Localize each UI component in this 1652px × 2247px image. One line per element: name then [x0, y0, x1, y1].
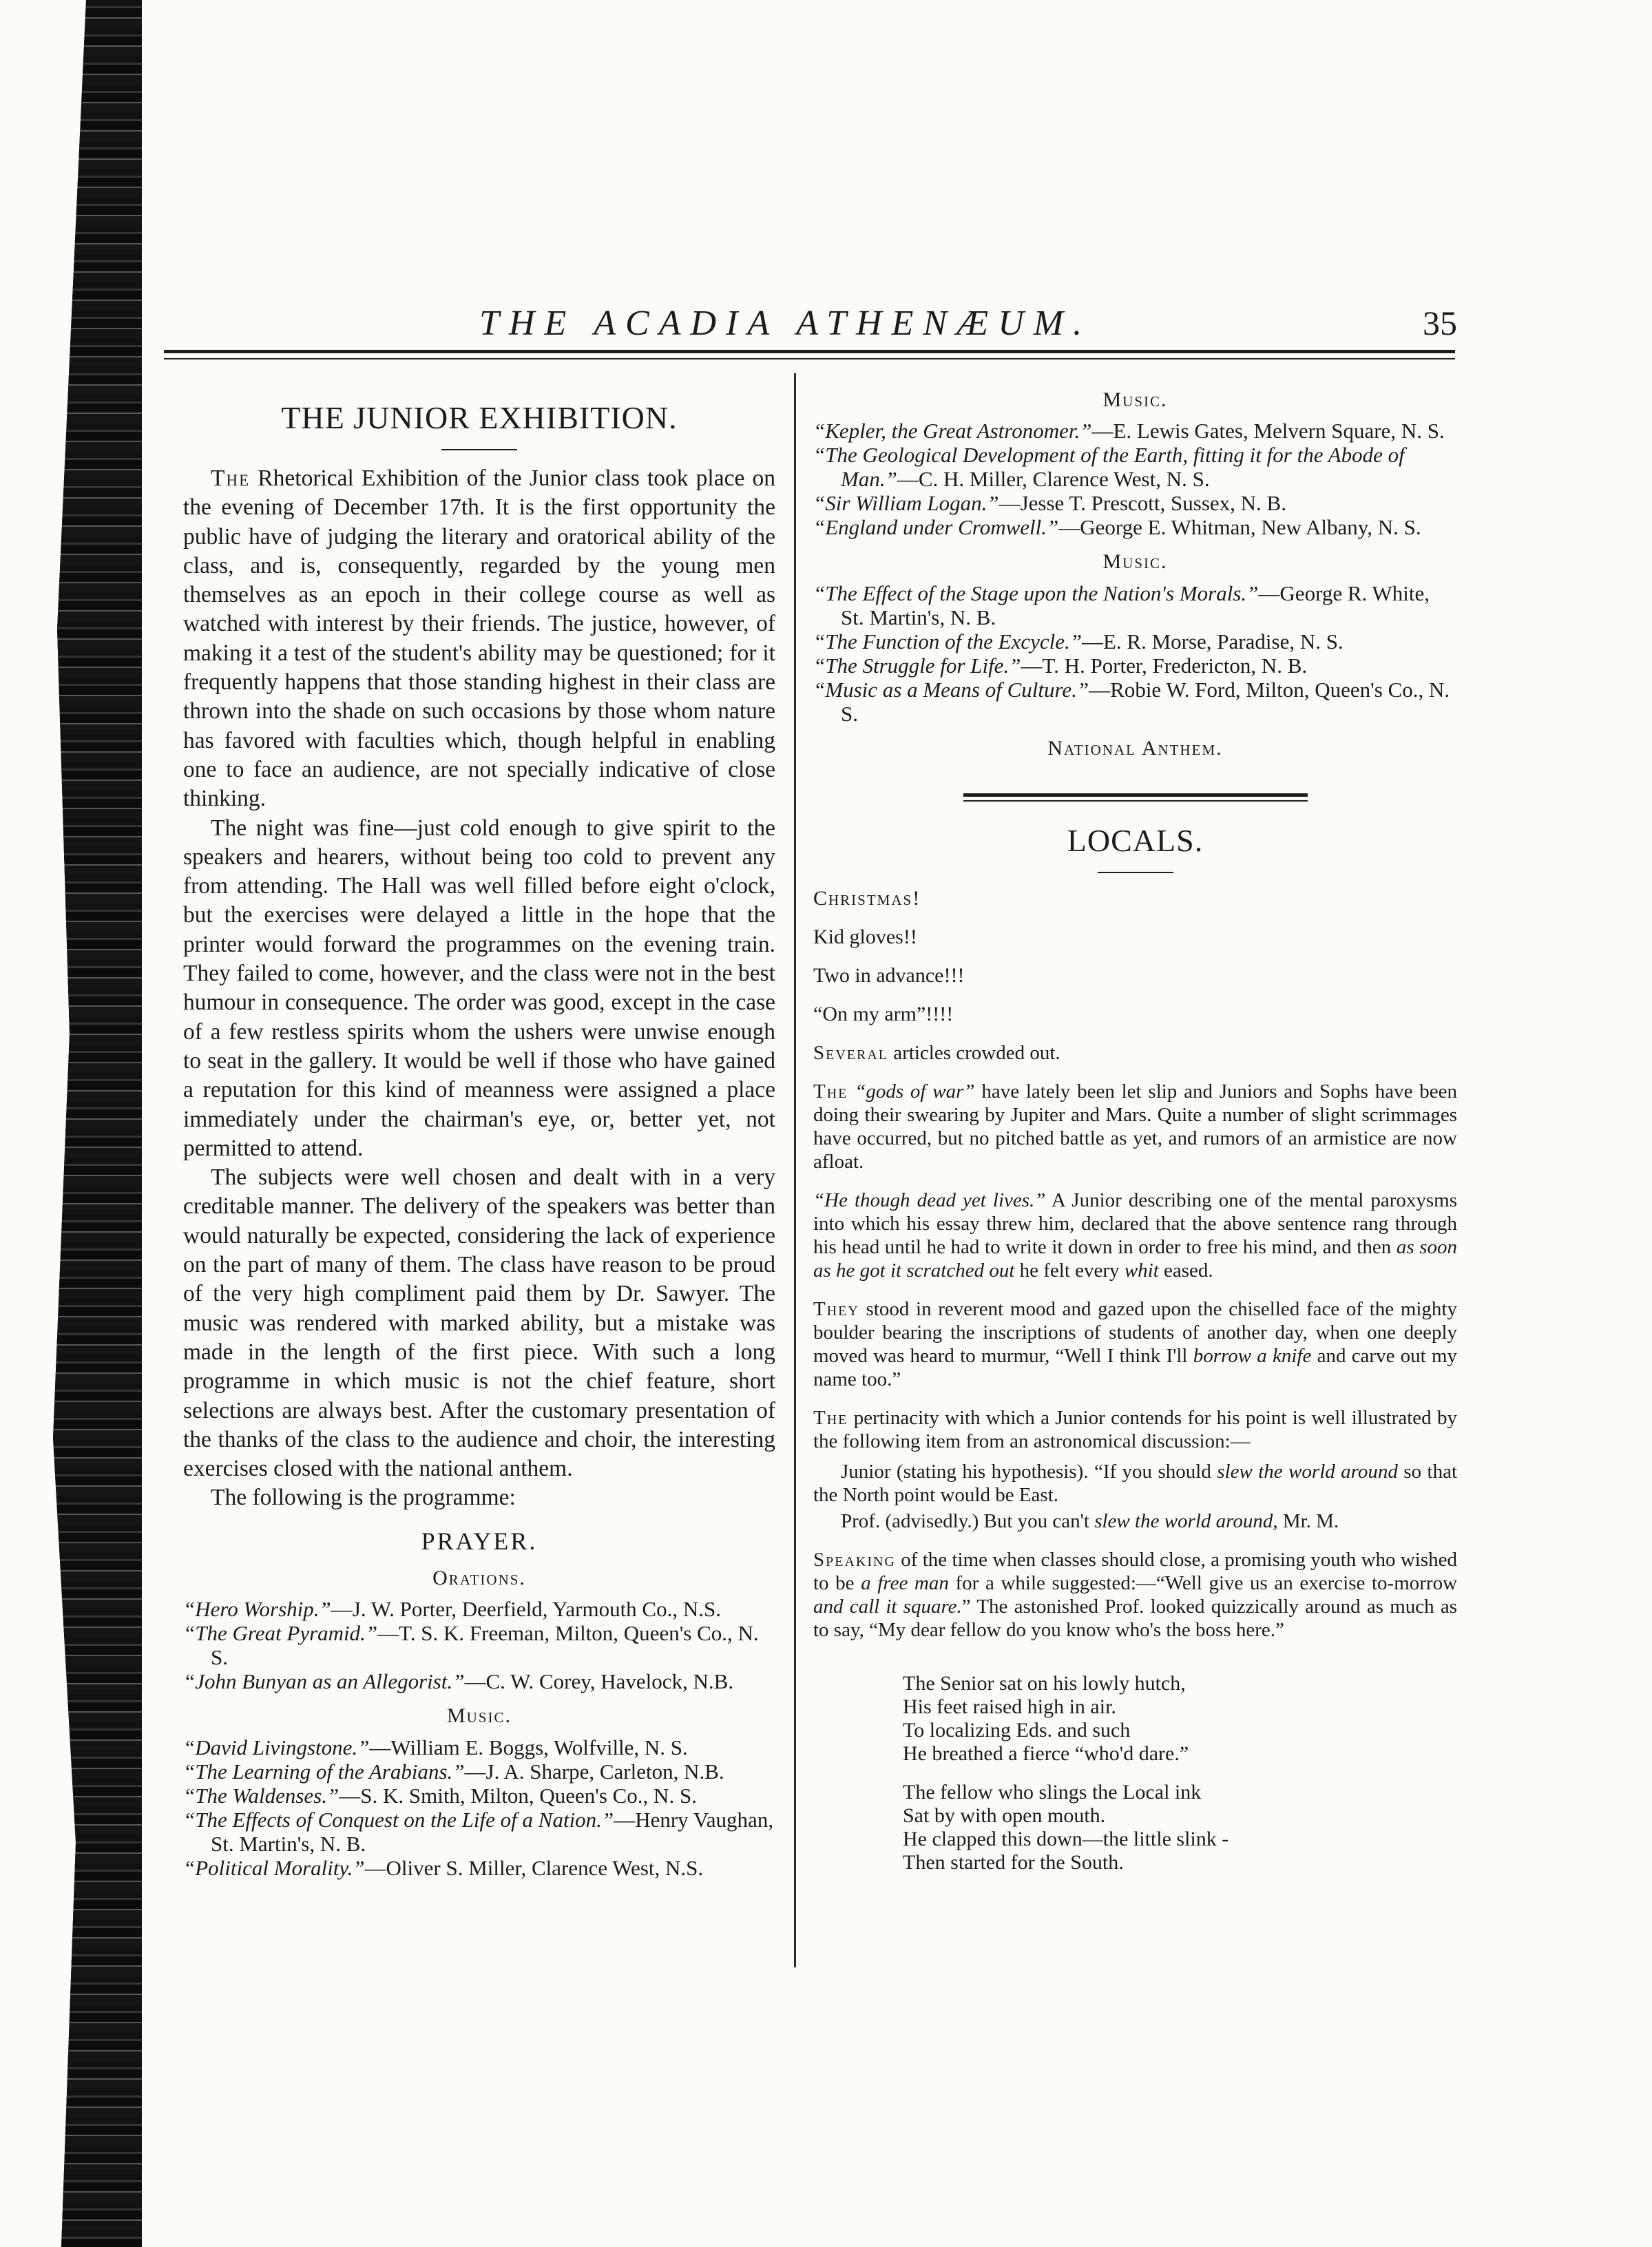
local-item: “On my arm”!!!!: [813, 1002, 954, 1025]
dialog-text: so that the North point would be East.: [813, 1460, 1458, 1506]
item-lead: The: [813, 1406, 848, 1429]
paragraph-3: The subjects were well chosen and dealt with in a very creditable manner. The delivery of the speakers was better than would naturally be expected, considering the lack of experience on the part of many of them. The class have reason to be proud of the very high compliment paid them by Dr. Sawyer. The music was rendered with marked ability, but a mistake was made in the length of the first piece. With such a long programme in which music is not the chief feature, short selections are always best. After the customary presentation of the thanks of the class to the audience and choir, the interesting exercises closed with the national anthem.: [183, 1164, 775, 1482]
heading-rule: [441, 449, 517, 450]
item-text: stood in reverent mood and gazed upon the chiselled face of the mighty boulder bearing the inscriptions of students of another day, when one deeply moved was heard to murmur, “Well I think I'll: [813, 1297, 1457, 1367]
dialog-line-junior: [813, 1460, 1457, 1507]
poem-line: To localizing Eds. and such: [903, 1718, 1131, 1742]
dialog-text: Mr. M.: [1282, 1509, 1339, 1532]
poem-line: He breathed a fierce “who'd dare.”: [903, 1742, 1189, 1765]
program-item: [813, 443, 1457, 491]
item-text: have lately been let slip and Juniors and Sophs have been doing their swearing by Jupiter and Mars. Quite a number of slight scrimmages have occurred, but no pitched battle as yet, and rumors of an armistice are now afloat.: [813, 1080, 1458, 1173]
item-text: A Junior describing one of the mental paroxysms into which his essay threw him, declared that the above sentence rang through his head until he had to write it down in order to free his mind, and then: [813, 1189, 1457, 1258]
poem-line: His feet raised high in air.: [903, 1695, 1116, 1718]
oration-speaker: —Jesse T. Prescott, Sussex, N. B.: [998, 491, 1286, 516]
national-anthem: National Anthem.: [1047, 736, 1223, 760]
paragraph-lead: The: [211, 466, 251, 491]
oration-title: “The Effects of Conquest on the Life of a Nation.”: [183, 1807, 614, 1832]
item-text: and carve out my name too.”: [813, 1344, 1458, 1390]
journal-title: THE ACADIA ATHENÆUM.: [479, 304, 1092, 343]
oration-speaker: —J. A. Sharpe, Carleton, N.B.: [464, 1759, 724, 1784]
program-item: [183, 1669, 775, 1693]
section-rule-thin: [963, 800, 1308, 802]
oration-speaker: —S. K. Smith, Milton, Queen's Co., N. S.: [339, 1783, 697, 1808]
poem-line: Then started for the South.: [903, 1850, 1124, 1874]
paragraph-text: Rhetorical Exhibition of the Junior class took place on the evening of December 17th. It is the first opportunity the public have of judging the literary and oratorical ability of the class, and is, consequently, regarded by the young men themselves as an epoch in their college course as well as watched with interest by their friends. The justice, however, of making it a test of the student's ability may be questioned; for it frequently happens that those standing highest in their class are thrown into the shade on such occasions by those whom nature has favored with faculties which, though helpful in enabling one to face an audience, are not specially indicative of close thinking.: [183, 466, 775, 812]
local-item: Christmas!: [813, 886, 921, 910]
oration-speaker: —T. S. K. Freeman, Milton, Queen's Co., N. S.: [211, 1621, 759, 1670]
oration-speaker: —E. Lewis Gates, Melvern Square, N. S.: [1091, 419, 1445, 443]
article-heading-junior-exhibition: THE JUNIOR EXHIBITION.: [281, 400, 678, 435]
heading-rule: [1098, 872, 1173, 873]
program-item: [813, 581, 1457, 629]
program-item: [813, 515, 1457, 539]
item-text: ” The astonished Prof. looked quizzically around as much as to say, “My dear fellow do you know who's the boss here.”: [813, 1595, 1457, 1641]
oration-title: “The Effect of the Stage upon the Nation's Morals.”: [813, 581, 1259, 605]
music-heading: Music.: [1102, 388, 1168, 411]
oration-title: “Music as a Means of Culture.”: [813, 677, 1089, 702]
item-emphasis: a free man: [861, 1571, 949, 1594]
right-column: [813, 386, 1457, 1890]
item-text: articles crowded out.: [893, 1041, 1060, 1064]
program-item: [183, 1808, 775, 1856]
item-lead: Speaking: [813, 1548, 896, 1571]
dialog-emphasis: slew the world around: [1217, 1460, 1398, 1483]
oration-speaker: —C. W. Corey, Havelock, N.B.: [464, 1669, 734, 1694]
oration-title: “The Great Pyramid.”: [183, 1621, 378, 1646]
oration-speaker: —Robie W. Ford, Milton, Queen's Co., N. S.: [841, 677, 1450, 726]
local-item-dead-yet-lives: [813, 1189, 1457, 1282]
oration-title: “England under Cromwell.”: [813, 515, 1059, 540]
item-emphasis: as soon as he got it scratched out: [813, 1235, 1458, 1282]
oration-title: “The Waldenses.”: [183, 1783, 339, 1808]
item-emphasis: borrow a knife: [1193, 1344, 1312, 1367]
music-heading: Music.: [1102, 550, 1168, 574]
oration-title: “Political Morality.”: [183, 1855, 365, 1880]
orations-heading: Orations.: [432, 1566, 526, 1589]
oration-title: “John Bunyan as an Allegorist.”: [183, 1669, 465, 1694]
oration-speaker: —George R. White, St. Martin's, N. B.: [841, 581, 1430, 629]
dialog-text: Junior (stating his hypothesis). “If you should: [841, 1460, 1211, 1483]
header-rule-thick: [164, 350, 1455, 353]
poem-stanza: [903, 1781, 1457, 1874]
item-text: pertinacity with which a Junior contends for his point is well illustrated by the following item from an astronomical discussion:—: [813, 1406, 1457, 1452]
oration-speaker: —George E. Whitman, New Albany, N. S.: [1058, 515, 1421, 540]
header-rule-thin: [164, 358, 1455, 359]
oration-speaker: —C. H. Miller, Clarence West, N. S.: [897, 467, 1210, 492]
oration-title: “Hero Worship.”: [183, 1597, 331, 1622]
item-text: for a while suggested:—“Well give us an exercise to-morrow: [955, 1571, 1458, 1594]
column-divider: [794, 373, 796, 1967]
oration-title: “David Livingstone.”: [183, 1735, 370, 1759]
local-item-several: [813, 1041, 1457, 1065]
poem-line: Sat by with open mouth.: [903, 1804, 1106, 1827]
local-item-boulder: [813, 1297, 1457, 1391]
item-emphasis: “He though dead yet lives.”: [813, 1189, 1046, 1211]
local-item: Kid gloves!!: [813, 925, 917, 948]
oration-title: “Kepler, the Great Astronomer.”: [813, 419, 1092, 443]
program-item: [183, 1784, 775, 1808]
oration-title: “The Function of the Excycle.”: [813, 629, 1082, 654]
program-item: [813, 419, 1457, 443]
item-text: he felt every: [1019, 1259, 1120, 1282]
program-item: [183, 1735, 775, 1759]
item-emphasis: and call it square.: [813, 1595, 962, 1618]
program-item: [813, 629, 1457, 654]
local-item-pertinacity: [813, 1406, 1457, 1453]
dialog-text: Prof. (advisedly.) But you can't: [841, 1509, 1089, 1532]
poem-line: He clapped this down—the little slink -: [903, 1827, 1229, 1850]
local-item-gods-of-war: [813, 1080, 1457, 1173]
item-lead: Several: [813, 1041, 889, 1064]
section-rule-thick: [963, 793, 1308, 797]
article-heading-locals: LOCALS.: [1067, 822, 1204, 858]
program-item: [183, 1759, 775, 1784]
program-item: [183, 1621, 775, 1669]
book-spine-edge: [39, 0, 142, 2247]
oration-title: “The Geological Development of the Earth, fitting it for the Abode of Man.”: [813, 443, 1405, 492]
oration-speaker: —Henry Vaughan, St. Martin's, N. B.: [211, 1807, 774, 1856]
oration-title: “The Learning of the Arabians.”: [183, 1759, 465, 1784]
poem-line: The fellow who slings the Local ink: [903, 1780, 1202, 1804]
item-emphasis: whit: [1124, 1259, 1159, 1282]
music-heading: Music.: [446, 1704, 512, 1728]
prayer-heading: PRAYER.: [421, 1527, 538, 1555]
paragraph-1: [183, 464, 775, 814]
item-text: eased.: [1164, 1259, 1213, 1282]
item-lead: The: [813, 1080, 848, 1102]
program-item: [813, 491, 1457, 515]
item-text: of the time when classes should close, a promising youth who wished to be: [813, 1548, 1458, 1594]
program-item: [183, 1597, 775, 1621]
page: [156, 0, 1457, 2247]
local-item-speaking: [813, 1548, 1457, 1642]
dialog-emphasis: slew the world around,: [1094, 1509, 1278, 1532]
paragraph-4: The following is the programme:: [211, 1485, 516, 1511]
poem-line: The Senior sat on his lowly hutch,: [903, 1671, 1186, 1695]
poem-stanza: [903, 1672, 1457, 1766]
program-item: [183, 1856, 775, 1880]
oration-speaker: —William E. Boggs, Wolfville, N. S.: [369, 1735, 688, 1759]
local-item: Two in advance!!!: [813, 963, 965, 987]
item-lead: They: [813, 1297, 859, 1320]
item-emphasis: “gods of war”: [855, 1080, 975, 1102]
oration-speaker: —E. R. Morse, Paradise, N. S.: [1081, 629, 1343, 654]
program-item: [813, 678, 1457, 726]
oration-speaker: —J. W. Porter, Deerfield, Yarmouth Co., N.S.: [331, 1597, 721, 1622]
left-column: [183, 386, 775, 1880]
oration-title: “The Struggle for Life.”: [813, 653, 1021, 678]
poem: [903, 1672, 1457, 1874]
dialog-line-prof: [813, 1509, 1457, 1533]
oration-speaker: —Oliver S. Miller, Clarence West, N.S.: [364, 1855, 704, 1880]
program-item: [813, 654, 1457, 678]
oration-title: “Sir William Logan.”: [813, 491, 999, 516]
paragraph-2: The night was fine—just cold enough to give spirit to the speakers and hearers, without being too cold to prevent any from attending. The Hall was well filled before eight o'clock, but the exercises were delayed a little in the hope that the printer would forward the programmes on the evening train. They failed to come, however, and the class were not in the best humour in consequence. The order was good, except in the case of a few restless spirits whom the ushers were unwise enough to seat in the gallery. It would be well if those who have gained a reputation for this kind of meanness were assigned a place immediately under the chairman's eye, or, better yet, not permitted to attend.: [183, 815, 775, 1161]
oration-speaker: —T. H. Porter, Fredericton, N. B.: [1021, 653, 1308, 678]
page-number: 35: [1423, 304, 1457, 342]
